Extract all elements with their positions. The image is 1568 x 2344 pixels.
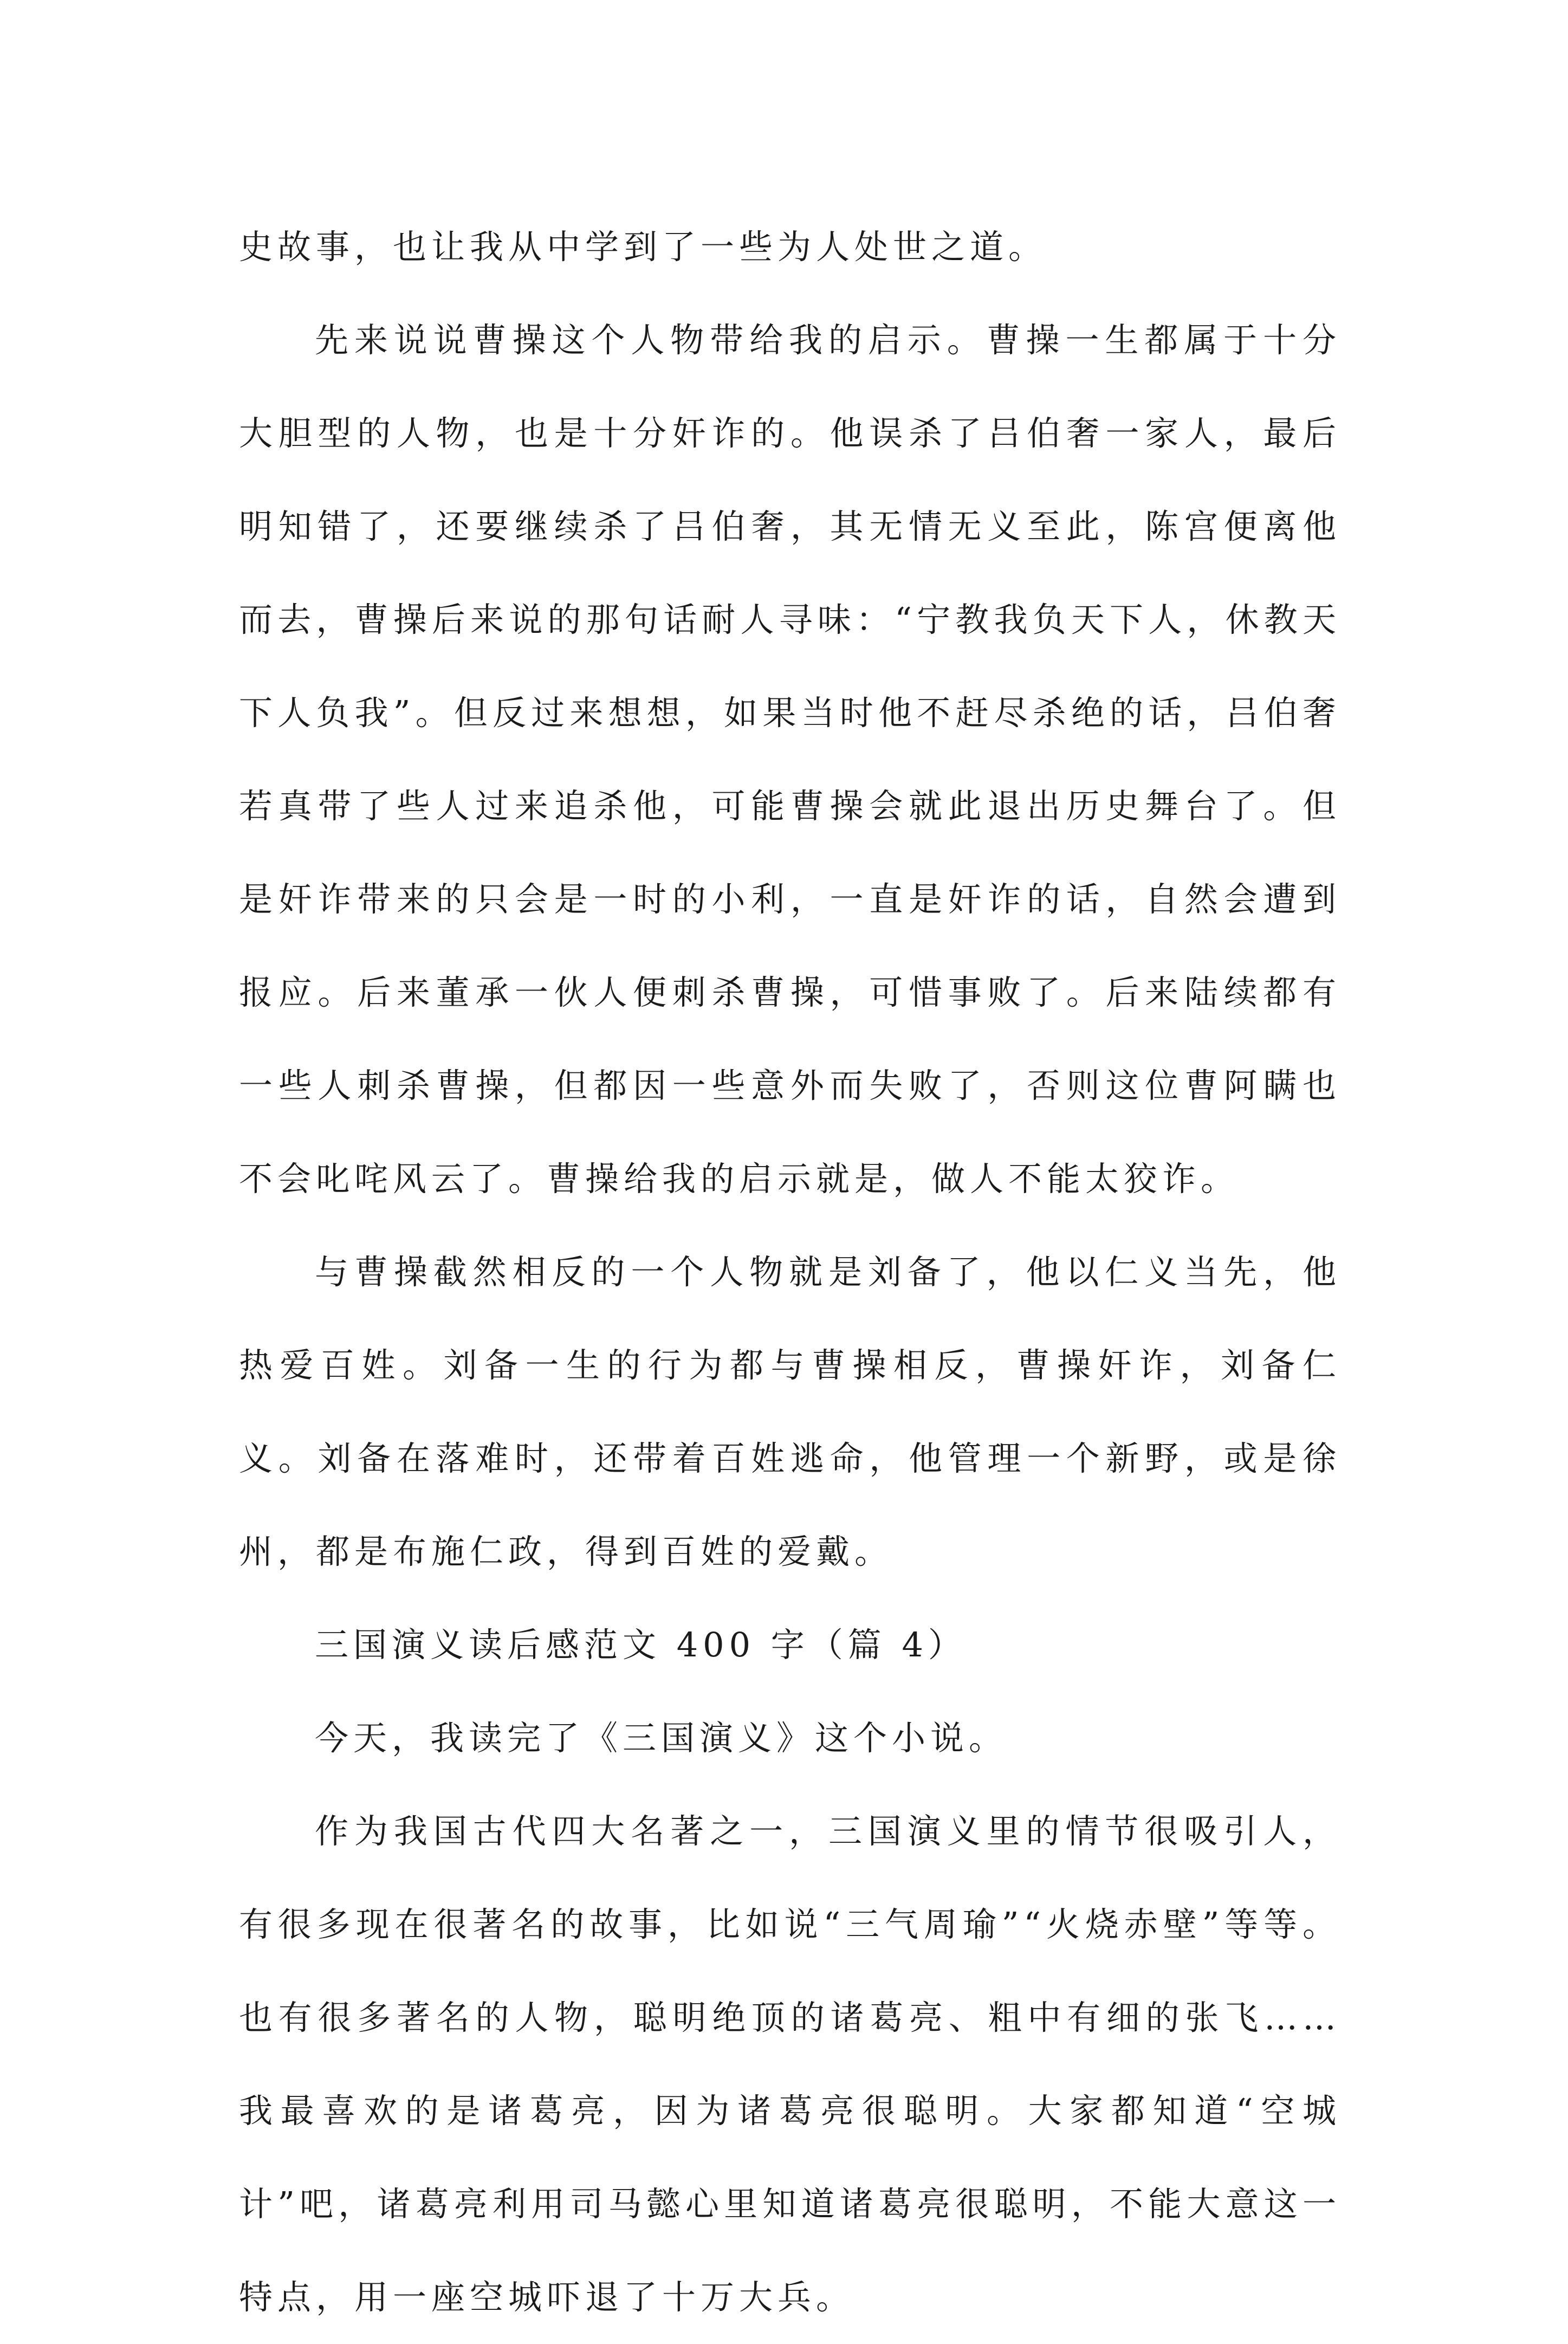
section-heading: 三国演义读后感范文 400 字（篇 4）	[315, 1625, 967, 1665]
paragraph-continuation: 史故事，也让我从中学到了一些为人处世之道。	[239, 227, 1047, 267]
document-body	[239, 200, 1341, 2344]
paragraph-intro: 今天，我读完了《三国演义》这个小说。	[315, 1718, 1008, 1758]
paragraph-zhuge-liang: 作为我国古代四大名著之一，三国演义里的情节很吸引人，有很多现在很著名的故事，比如说“三气周瑜”“火烧赤壁”等等。也有很多著名的人物，聪明绝顶的诸葛亮、粗中有细的张飞……我最喜欢的是诸葛亮，因为诸葛亮很聪明。大家都知道“空城计”吧，诸葛亮利用司马懿心里知道诸葛亮很聪明，不能大意这一特点，用一座空城吓退了十万大兵。	[239, 1811, 1341, 2317]
paragraph-liu-bei: 与曹操截然相反的一个人物就是刘备了，他以仁义当先，他热爱百姓。刘备一生的行为都与曹操相反，曹操奸诈，刘备仁义。刘备在落难时，还带着百姓逃命，他管理一个新野，或是徐州，都是布施仁政，得到百姓的爱戴。	[239, 1252, 1341, 1571]
paragraph-cao-cao: 先来说说曹操这个人物带给我的启示。曹操一生都属于十分大胆型的人物，也是十分奸诈的。他误杀了吕伯奢一家人，最后明知错了，还要继续杀了吕伯奢，其无情无义至此，陈宫便离他而去，曹操后来说的那句话耐人寻味：“宁教我负天下人，休教天下人负我”。但反过来想想，如果当时他不赶尽杀绝的话，吕伯奢若真带了些人过来追杀他，可能曹操会就此退出历史舞台了。但是奸诈带来的只会是一时的小利，一直是奸诈的话，自然会遭到报应。后来董承一伙人便刺杀曹操，可惜事败了。后来陆续都有一些人刺杀曹操，但都因一些意外而失败了，否则这位曹阿瞒也不会叱咤风云了。曹操给我的启示就是，做人不能太狡诈。	[239, 320, 1341, 1199]
